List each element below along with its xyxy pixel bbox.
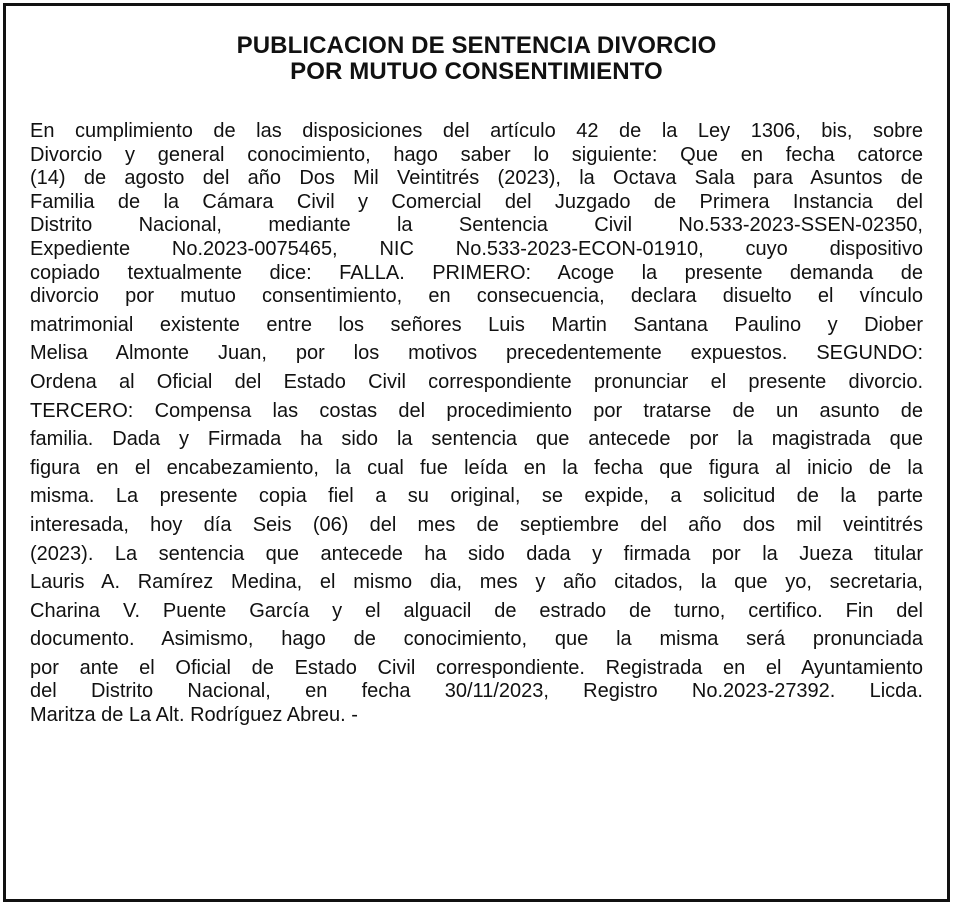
body-line: familia. Dada y Firmada ha sido la sentencia que antecede por la magistrada que — [30, 428, 923, 451]
notice-body — [30, 120, 923, 728]
title-line-2: POR MUTUO CONSENTIMIENTO — [290, 58, 663, 85]
body-line: Melisa Almonte Juan, por los motivos precedentemente expuestos. SEGUNDO: — [30, 342, 923, 365]
body-line: divorcio por mutuo consentimiento, en consecuencia, declara disuelto el vínculo — [30, 285, 923, 308]
body-line: Divorcio y general conocimiento, hago saber lo siguiente: Que en fecha catorce — [30, 143, 923, 166]
body-line: En cumplimiento de las disposiciones del artículo 42 de la Ley 1306, bis, sobre — [30, 120, 923, 142]
body-line: Distrito Nacional, mediante la Sentencia Civil No.533-2023-SSEN-02350, — [30, 214, 923, 237]
body-line: Maritza de La Alt. Rodríguez Abreu. - — [30, 704, 358, 727]
body-line: (14) de agosto del año Dos Mil Veintitrés (2023), la Octava Sala para Asuntos de — [30, 167, 923, 190]
body-line: TERCERO: Compensa las costas del procedimiento por tratarse de un asunto de — [30, 399, 923, 422]
body-line: Lauris A. Ramírez Medina, el mismo dia, mes y año citados, la que yo, secretaria, — [30, 571, 923, 594]
body-line: misma. La presente copia fiel a su original, se expide, a solicitud de la parte — [30, 485, 923, 508]
body-line: copiado textualmente dice: FALLA. PRIMERO: Acoge la presente demanda de — [30, 261, 923, 284]
body-line: matrimonial existente entre los señores Luis Martin Santana Paulino y Diober — [30, 313, 923, 336]
body-line: documento. Asimismo, hago de conocimiento, que la misma será pronunciada — [30, 628, 923, 651]
body-line: Ordena al Oficial del Estado Civil correspondiente pronunciar el presente divorcio. — [30, 370, 923, 393]
body-line: figura en el encabezamiento, la cual fue leída en la fecha que figura al inicio de la — [30, 456, 923, 479]
legal-notice — [3, 3, 950, 902]
body-line: Charina V. Puente García y el alguacil de estrado de turno, certifico. Fin del — [30, 599, 923, 622]
title-line-1: PUBLICACION DE SENTENCIA DIVORCIO — [236, 32, 717, 59]
body-line: (2023). La sentencia que antecede ha sido dada y firmada por la Jueza titular — [30, 542, 923, 565]
body-line: por ante el Oficial de Estado Civil correspondiente. Registrada en el Ayuntamiento — [30, 656, 923, 679]
body-line: del Distrito Nacional, en fecha 30/11/2023, Registro No.2023-27392. Licda. — [30, 680, 923, 703]
notice-title — [6, 33, 947, 85]
body-line: interesada, hoy día Seis (06) del mes de septiembre del año dos mil veintitrés — [30, 513, 923, 536]
body-line: Familia de la Cámara Civil y Comercial del Juzgado de Primera Instancia del — [30, 190, 923, 213]
body-line: Expediente No.2023-0075465, NIC No.533-2023-ECON-01910, cuyo dispositivo — [30, 237, 923, 260]
